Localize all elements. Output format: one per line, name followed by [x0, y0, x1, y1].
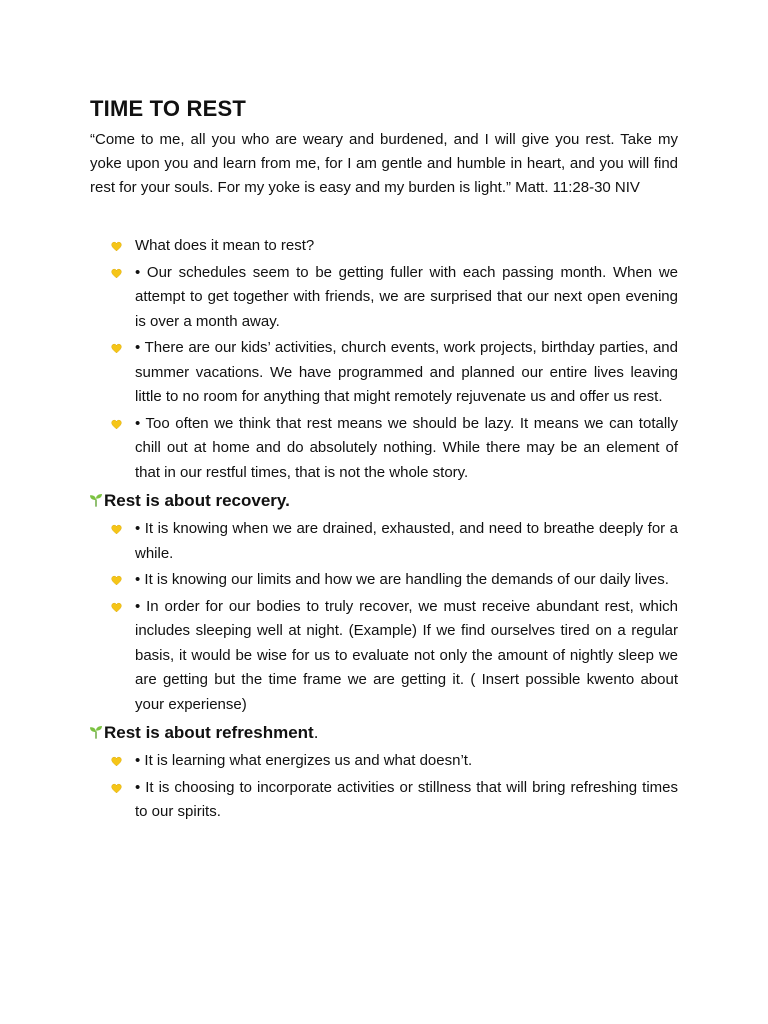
list-item-text: • It is learning what energizes us and what doesn’t.	[135, 752, 473, 769]
list-item-text: • It is choosing to incorporate activities or stillness that will bring refreshing times to our spirits.	[135, 778, 678, 820]
scripture-quote: “Come to me, all you who are weary and burdened, and I will give you rest. Take my yoke upon you and learn from me, for I am gentle and humble in heart, and you will find rest for your souls. For my yoke is easy and my burden is light.” Matt. 11:28-30 NIV	[90, 131, 678, 196]
section-heading-text: Rest is about recovery.	[104, 491, 290, 510]
list-item-text: • In order for our bodies to truly recover, we must receive abundant rest, which includes sleeping well at night. (Example) If we find ourselves tired on a regular basis, it would be wise for us to evaluate not only the amount of nightly sleep we are getting but the time frame we are getting it. ( Insert possible kwento about your experiense)	[135, 597, 678, 713]
page-title: TIME TO REST	[90, 96, 247, 121]
list-item	[90, 595, 678, 718]
yellow-heart-icon	[111, 268, 122, 279]
list-item-text: • There are our kids’ activities, church events, work projects, birthday parties, and summer vacations. We have programmed and planned our entire lives leaving little to no room for anything that might remotely rejuvenate us and offer us rest.	[135, 339, 678, 405]
yellow-heart-icon	[111, 575, 122, 586]
intro-bullet-list	[90, 234, 678, 485]
list-item-text: • Too often we think that rest means we should be lazy. It means we can totally chill out at home and do absolutely nothing. While there may be an element of that in our restful times, that is not the whole story.	[135, 414, 678, 481]
list-item	[90, 336, 678, 410]
seedling-icon	[88, 724, 104, 740]
yellow-heart-icon	[111, 524, 122, 535]
list-item	[90, 261, 678, 335]
list-item-text: What does it mean to rest?	[135, 237, 315, 254]
yellow-heart-icon	[111, 783, 122, 794]
list-item	[90, 517, 678, 566]
list-item	[90, 568, 678, 593]
list-item-text: • Our schedules seem to be getting fuller with each passing month. When we attempt to get together with friends, we are surprised that our next open evening is over a month away.	[135, 263, 678, 330]
heading-period: .	[313, 723, 319, 742]
yellow-heart-icon	[111, 241, 122, 252]
list-item	[90, 412, 678, 486]
list-item	[90, 234, 678, 259]
list-item	[90, 776, 678, 825]
yellow-heart-icon	[111, 419, 122, 430]
list-item-text: • It is knowing when we are drained, exhausted, and need to breathe deeply for a while.	[135, 520, 678, 562]
document-page	[90, 96, 678, 827]
section-heading-refreshment	[88, 721, 678, 745]
refreshment-bullet-list	[90, 749, 678, 825]
list-item	[90, 749, 678, 774]
section-heading-text: Rest is about refreshment	[104, 723, 314, 742]
recovery-bullet-list	[90, 517, 678, 717]
list-item-text: • It is knowing our limits and how we are handling the demands of our daily lives.	[135, 571, 669, 588]
section-heading-recovery	[88, 489, 678, 513]
yellow-heart-icon	[111, 602, 122, 613]
yellow-heart-icon	[111, 343, 122, 354]
seedling-icon	[88, 492, 104, 508]
yellow-heart-icon	[111, 756, 122, 767]
